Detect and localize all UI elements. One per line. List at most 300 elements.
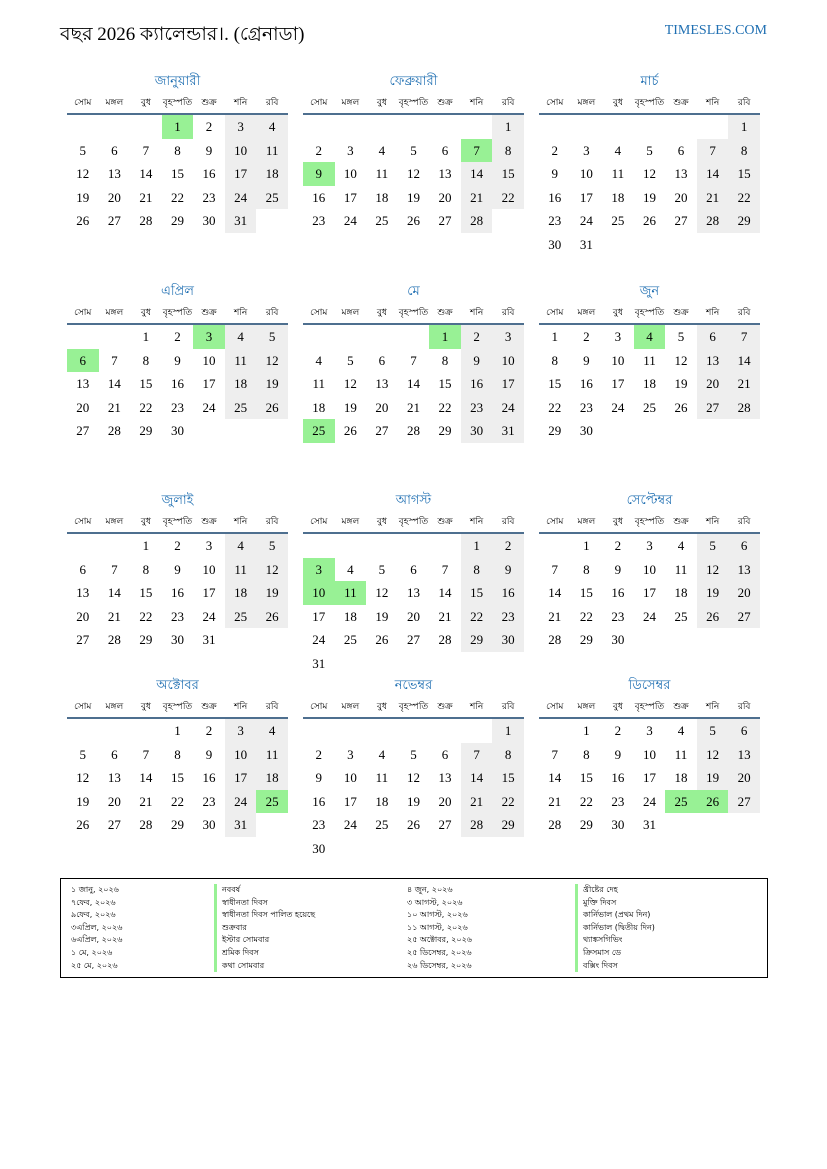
- day-cell[interactable]: 24: [343, 213, 357, 228]
- day-cell[interactable]: 3: [225, 115, 257, 139]
- day-cell[interactable]: 11: [312, 376, 326, 391]
- day-cell[interactable]: 17: [579, 189, 593, 205]
- day-cell[interactable]: 23: [611, 608, 625, 624]
- day-cell[interactable]: 19: [406, 793, 420, 809]
- day-cell[interactable]: 18: [225, 372, 257, 396]
- day-cell[interactable]: 4: [347, 561, 354, 577]
- day-cell[interactable]: 31: [225, 813, 257, 837]
- day-cell[interactable]: 20: [76, 608, 90, 624]
- day-cell[interactable]: 16: [611, 585, 625, 600]
- day-cell[interactable]: 5: [378, 561, 386, 577]
- day-cell[interactable]: 8: [492, 743, 524, 767]
- day-cell[interactable]: 10: [642, 561, 656, 577]
- day-cell[interactable]: 2: [315, 142, 323, 158]
- day-cell[interactable]: 25: [642, 399, 656, 415]
- day-cell[interactable]: 30: [611, 817, 625, 832]
- day-cell[interactable]: 1: [142, 329, 150, 344]
- day-cell[interactable]: 8: [728, 139, 760, 163]
- day-cell[interactable]: 1: [429, 325, 461, 349]
- day-cell[interactable]: 25: [674, 608, 688, 624]
- day-cell[interactable]: 17: [642, 770, 656, 785]
- day-cell[interactable]: 17: [343, 189, 357, 205]
- day-cell[interactable]: 4: [225, 325, 257, 349]
- day-cell[interactable]: 5: [677, 329, 685, 344]
- day-cell[interactable]: 7: [461, 743, 493, 767]
- day-cell[interactable]: 4: [378, 142, 386, 158]
- day-cell[interactable]: 2: [315, 746, 323, 762]
- day-cell[interactable]: 28: [438, 632, 452, 647]
- day-cell[interactable]: 6: [79, 561, 87, 577]
- day-cell[interactable]: 10: [611, 352, 625, 368]
- day-cell[interactable]: 22: [139, 399, 153, 415]
- day-cell[interactable]: 21: [139, 793, 153, 809]
- day-cell[interactable]: 16: [461, 372, 493, 396]
- day-cell[interactable]: 2: [614, 723, 622, 738]
- day-cell[interactable]: 13: [107, 166, 121, 181]
- day-cell[interactable]: 19: [406, 189, 420, 205]
- day-cell[interactable]: 21: [461, 186, 493, 210]
- day-cell[interactable]: 10: [202, 352, 216, 368]
- day-cell[interactable]: 5: [256, 534, 288, 558]
- day-cell[interactable]: 5: [410, 142, 417, 158]
- day-cell[interactable]: 11: [225, 349, 257, 373]
- day-cell[interactable]: 10: [343, 770, 357, 785]
- day-cell[interactable]: 25: [375, 213, 389, 228]
- day-cell[interactable]: 5: [79, 142, 87, 158]
- day-cell[interactable]: 7: [551, 746, 559, 762]
- day-cell[interactable]: 14: [107, 376, 121, 391]
- day-cell[interactable]: 23: [170, 399, 184, 415]
- day-cell[interactable]: 7: [441, 561, 449, 577]
- day-cell[interactable]: 12: [697, 558, 729, 582]
- day-cell[interactable]: 28: [139, 213, 153, 228]
- day-cell[interactable]: 15: [579, 770, 593, 785]
- day-cell[interactable]: 19: [76, 189, 90, 205]
- day-cell[interactable]: 18: [312, 399, 326, 415]
- day-cell[interactable]: 23: [202, 793, 216, 809]
- day-cell[interactable]: 18: [225, 581, 257, 605]
- day-cell[interactable]: 23: [579, 399, 593, 415]
- day-cell[interactable]: 17: [492, 372, 524, 396]
- day-cell[interactable]: 8: [583, 561, 590, 577]
- day-cell[interactable]: 3: [646, 538, 653, 553]
- day-cell[interactable]: 26: [76, 213, 90, 228]
- day-cell[interactable]: 10: [225, 743, 257, 767]
- day-cell[interactable]: 13: [674, 166, 688, 181]
- day-cell[interactable]: 18: [343, 608, 357, 624]
- day-cell[interactable]: 3: [646, 723, 653, 738]
- day-cell[interactable]: 3: [205, 538, 213, 553]
- day-cell[interactable]: 24: [642, 608, 656, 624]
- day-cell[interactable]: 31: [202, 632, 216, 647]
- day-cell[interactable]: 16: [611, 770, 625, 785]
- day-cell[interactable]: 28: [728, 396, 760, 420]
- day-cell[interactable]: 20: [76, 399, 90, 415]
- day-cell[interactable]: 8: [174, 142, 181, 158]
- day-cell[interactable]: 15: [579, 585, 593, 600]
- day-cell[interactable]: 7: [142, 746, 150, 762]
- day-cell[interactable]: 4: [634, 325, 666, 349]
- day-cell[interactable]: 23: [312, 213, 326, 228]
- day-cell[interactable]: 29: [139, 423, 153, 438]
- day-cell[interactable]: 12: [76, 770, 90, 785]
- day-cell[interactable]: 15: [492, 766, 524, 790]
- day-cell[interactable]: 24: [611, 399, 625, 415]
- day-cell[interactable]: 8: [142, 352, 150, 368]
- day-cell[interactable]: 14: [728, 349, 760, 373]
- day-cell[interactable]: 18: [611, 189, 625, 205]
- day-cell[interactable]: 26: [697, 605, 729, 629]
- day-cell[interactable]: 10: [642, 746, 656, 762]
- day-cell[interactable]: 30: [492, 628, 524, 652]
- day-cell[interactable]: 16: [202, 770, 216, 785]
- day-cell[interactable]: 15: [139, 585, 153, 600]
- day-cell[interactable]: 29: [548, 423, 562, 438]
- day-cell[interactable]: 29: [492, 813, 524, 837]
- day-cell[interactable]: 24: [642, 793, 656, 809]
- day-cell[interactable]: 22: [579, 608, 593, 624]
- day-cell[interactable]: 2: [583, 329, 590, 344]
- day-cell[interactable]: 9: [303, 162, 335, 186]
- day-cell[interactable]: 5: [79, 746, 87, 762]
- day-cell[interactable]: 29: [579, 632, 593, 647]
- day-cell[interactable]: 22: [438, 399, 452, 415]
- day-cell[interactable]: 28: [406, 423, 420, 438]
- day-cell[interactable]: 24: [202, 399, 216, 415]
- day-cell[interactable]: 13: [107, 770, 121, 785]
- day-cell[interactable]: 5: [697, 719, 729, 743]
- day-cell[interactable]: 27: [375, 423, 389, 438]
- day-cell[interactable]: 16: [579, 376, 593, 391]
- day-cell[interactable]: 23: [312, 817, 326, 832]
- day-cell[interactable]: 20: [107, 189, 121, 205]
- day-cell[interactable]: 11: [375, 770, 389, 785]
- day-cell[interactable]: 22: [492, 790, 524, 814]
- day-cell[interactable]: 1: [461, 534, 493, 558]
- day-cell[interactable]: 27: [107, 213, 121, 228]
- day-cell[interactable]: 5: [347, 352, 354, 368]
- day-cell[interactable]: 24: [312, 632, 326, 647]
- day-cell[interactable]: 18: [256, 766, 288, 790]
- day-cell[interactable]: 4: [315, 352, 323, 368]
- day-cell[interactable]: 23: [548, 213, 562, 228]
- day-cell[interactable]: 1: [492, 115, 524, 139]
- day-cell[interactable]: 2: [551, 142, 559, 158]
- day-cell[interactable]: 2: [205, 119, 213, 134]
- day-cell[interactable]: 17: [202, 585, 216, 600]
- day-cell[interactable]: 3: [225, 719, 257, 743]
- day-cell[interactable]: 21: [728, 372, 760, 396]
- day-cell[interactable]: 21: [461, 790, 493, 814]
- day-cell[interactable]: 26: [674, 399, 688, 415]
- day-cell[interactable]: 17: [312, 608, 326, 624]
- day-cell[interactable]: 22: [170, 189, 184, 205]
- day-cell[interactable]: 14: [461, 766, 493, 790]
- day-cell[interactable]: 7: [461, 139, 493, 163]
- day-cell[interactable]: 13: [76, 585, 90, 600]
- day-cell[interactable]: 24: [225, 186, 257, 210]
- day-cell[interactable]: 10: [225, 139, 257, 163]
- day-cell[interactable]: 26: [76, 817, 90, 832]
- day-cell[interactable]: 26: [375, 632, 389, 647]
- day-cell[interactable]: 9: [614, 746, 622, 762]
- day-cell[interactable]: 25: [225, 396, 257, 420]
- day-cell[interactable]: 4: [225, 534, 257, 558]
- day-cell[interactable]: 9: [205, 746, 213, 762]
- day-cell[interactable]: 12: [642, 166, 656, 181]
- day-cell[interactable]: 26: [697, 790, 729, 814]
- day-cell[interactable]: 18: [674, 585, 688, 600]
- day-cell[interactable]: 25: [303, 419, 335, 443]
- day-cell[interactable]: 1: [728, 115, 760, 139]
- day-cell[interactable]: 3: [614, 329, 622, 344]
- day-cell[interactable]: 2: [205, 723, 213, 738]
- day-cell[interactable]: 12: [406, 166, 420, 181]
- day-cell[interactable]: 6: [378, 352, 386, 368]
- day-cell[interactable]: 14: [406, 376, 420, 391]
- day-cell[interactable]: 17: [202, 376, 216, 391]
- day-cell[interactable]: 13: [438, 770, 452, 785]
- day-cell[interactable]: 15: [170, 770, 184, 785]
- day-cell[interactable]: 30: [548, 236, 562, 252]
- day-cell[interactable]: 9: [205, 142, 213, 158]
- day-cell[interactable]: 18: [375, 189, 389, 205]
- day-cell[interactable]: 10: [202, 561, 216, 577]
- day-cell[interactable]: 27: [406, 632, 420, 647]
- day-cell[interactable]: 12: [406, 770, 420, 785]
- day-cell[interactable]: 24: [343, 817, 357, 832]
- day-cell[interactable]: 15: [461, 581, 493, 605]
- day-cell[interactable]: 7: [551, 561, 559, 577]
- day-cell[interactable]: 30: [202, 817, 216, 832]
- day-cell[interactable]: 16: [492, 581, 524, 605]
- day-cell[interactable]: 17: [225, 162, 257, 186]
- day-cell[interactable]: 28: [139, 817, 153, 832]
- day-cell[interactable]: 29: [579, 817, 593, 832]
- day-cell[interactable]: 20: [674, 189, 688, 205]
- day-cell[interactable]: 23: [611, 793, 625, 809]
- day-cell[interactable]: 8: [441, 352, 449, 368]
- day-cell[interactable]: 7: [142, 142, 150, 158]
- day-cell[interactable]: 29: [438, 423, 452, 438]
- day-cell[interactable]: 29: [170, 213, 184, 228]
- day-cell[interactable]: 27: [76, 423, 90, 438]
- day-cell[interactable]: 20: [438, 189, 452, 205]
- day-cell[interactable]: 12: [697, 743, 729, 767]
- day-cell[interactable]: 29: [461, 628, 493, 652]
- day-cell[interactable]: 11: [674, 561, 688, 577]
- day-cell[interactable]: 3: [347, 142, 354, 158]
- day-cell[interactable]: 30: [579, 423, 593, 438]
- day-cell[interactable]: 29: [139, 632, 153, 647]
- day-cell[interactable]: 8: [551, 352, 559, 368]
- day-cell[interactable]: 26: [256, 396, 288, 420]
- day-cell[interactable]: 6: [728, 719, 760, 743]
- day-cell[interactable]: 6: [441, 142, 449, 158]
- day-cell[interactable]: 8: [583, 746, 590, 762]
- day-cell[interactable]: 10: [492, 349, 524, 373]
- day-cell[interactable]: 30: [611, 632, 625, 647]
- day-cell[interactable]: 1: [174, 723, 181, 738]
- day-cell[interactable]: 14: [139, 770, 153, 785]
- day-cell[interactable]: 9: [461, 349, 493, 373]
- day-cell[interactable]: 25: [343, 632, 357, 647]
- day-cell[interactable]: 20: [697, 372, 729, 396]
- day-cell[interactable]: 20: [107, 793, 121, 809]
- day-cell[interactable]: 18: [375, 793, 389, 809]
- day-cell[interactable]: 9: [583, 352, 590, 368]
- day-cell[interactable]: 8: [174, 746, 181, 762]
- day-cell[interactable]: 11: [256, 139, 288, 163]
- day-cell[interactable]: 28: [548, 817, 562, 832]
- day-cell[interactable]: 15: [492, 162, 524, 186]
- day-cell[interactable]: 21: [548, 793, 562, 809]
- day-cell[interactable]: 28: [697, 209, 729, 233]
- day-cell[interactable]: 16: [312, 793, 326, 809]
- day-cell[interactable]: 16: [170, 585, 184, 600]
- day-cell[interactable]: 21: [107, 399, 121, 415]
- day-cell[interactable]: 2: [174, 538, 181, 553]
- day-cell[interactable]: 19: [697, 766, 729, 790]
- day-cell[interactable]: 6: [441, 746, 449, 762]
- day-cell[interactable]: 9: [492, 558, 524, 582]
- day-cell[interactable]: 12: [256, 349, 288, 373]
- day-cell[interactable]: 8: [492, 139, 524, 163]
- day-cell[interactable]: 21: [548, 608, 562, 624]
- day-cell[interactable]: 15: [728, 162, 760, 186]
- day-cell[interactable]: 2: [461, 325, 493, 349]
- day-cell[interactable]: 19: [697, 581, 729, 605]
- day-cell[interactable]: 28: [107, 632, 121, 647]
- day-cell[interactable]: 19: [256, 372, 288, 396]
- day-cell[interactable]: 5: [410, 746, 417, 762]
- day-cell[interactable]: 11: [611, 166, 625, 181]
- day-cell[interactable]: 16: [548, 189, 562, 205]
- day-cell[interactable]: 13: [728, 743, 760, 767]
- day-cell[interactable]: 13: [728, 558, 760, 582]
- day-cell[interactable]: 14: [548, 770, 562, 785]
- day-cell[interactable]: 2: [492, 534, 524, 558]
- day-cell[interactable]: 3: [492, 325, 524, 349]
- day-cell[interactable]: 22: [170, 793, 184, 809]
- day-cell[interactable]: 4: [378, 746, 386, 762]
- day-cell[interactable]: 10: [343, 166, 357, 181]
- day-cell[interactable]: 15: [139, 376, 153, 391]
- day-cell[interactable]: 9: [614, 561, 622, 577]
- day-cell[interactable]: 8: [461, 558, 493, 582]
- day-cell[interactable]: 17: [225, 766, 257, 790]
- day-cell[interactable]: 22: [492, 186, 524, 210]
- day-cell[interactable]: 31: [312, 655, 326, 671]
- day-cell[interactable]: 4: [614, 142, 622, 158]
- day-cell[interactable]: 27: [674, 213, 688, 228]
- day-cell[interactable]: 4: [677, 538, 685, 553]
- day-cell[interactable]: 21: [139, 189, 153, 205]
- day-cell[interactable]: 19: [343, 399, 357, 415]
- day-cell[interactable]: 5: [256, 325, 288, 349]
- day-cell[interactable]: 31: [579, 236, 593, 252]
- day-cell[interactable]: 20: [438, 793, 452, 809]
- day-cell[interactable]: 9: [174, 352, 181, 368]
- day-cell[interactable]: 28: [461, 209, 493, 233]
- day-cell[interactable]: 1: [551, 329, 559, 344]
- day-cell[interactable]: 3: [193, 325, 225, 349]
- day-cell[interactable]: 13: [375, 376, 389, 391]
- day-cell[interactable]: 23: [202, 189, 216, 205]
- day-cell[interactable]: 2: [614, 538, 622, 553]
- day-cell[interactable]: 25: [256, 790, 288, 814]
- day-cell[interactable]: 27: [728, 605, 760, 629]
- day-cell[interactable]: 9: [174, 561, 181, 577]
- day-cell[interactable]: 25: [375, 817, 389, 832]
- day-cell[interactable]: 26: [406, 817, 420, 832]
- day-cell[interactable]: 14: [107, 585, 121, 600]
- brand-link[interactable]: TIMESLES.COM: [664, 23, 767, 38]
- day-cell[interactable]: 20: [728, 766, 760, 790]
- day-cell[interactable]: 27: [697, 396, 729, 420]
- day-cell[interactable]: 25: [256, 186, 288, 210]
- day-cell[interactable]: 20: [375, 399, 389, 415]
- day-cell[interactable]: 26: [343, 423, 357, 438]
- day-cell[interactable]: 12: [76, 166, 90, 181]
- day-cell[interactable]: 19: [76, 793, 90, 809]
- day-cell[interactable]: 7: [111, 561, 118, 577]
- day-cell[interactable]: 14: [548, 585, 562, 600]
- day-cell[interactable]: 17: [611, 376, 625, 391]
- day-cell[interactable]: 28: [548, 632, 562, 647]
- day-cell[interactable]: 13: [76, 376, 90, 391]
- day-cell[interactable]: 9: [315, 770, 323, 785]
- day-cell[interactable]: 2: [174, 329, 181, 344]
- day-cell[interactable]: 22: [579, 793, 593, 809]
- day-cell[interactable]: 17: [642, 585, 656, 600]
- day-cell[interactable]: 11: [643, 352, 656, 368]
- day-cell[interactable]: 30: [312, 840, 326, 856]
- day-cell[interactable]: 4: [256, 115, 288, 139]
- day-cell[interactable]: 7: [410, 352, 417, 368]
- day-cell[interactable]: 11: [256, 743, 288, 767]
- day-cell[interactable]: 14: [139, 166, 153, 181]
- day-cell[interactable]: 1: [142, 538, 150, 553]
- day-cell[interactable]: 1: [583, 538, 590, 553]
- day-cell[interactable]: 30: [170, 423, 184, 438]
- day-cell[interactable]: 15: [438, 376, 452, 391]
- day-cell[interactable]: 22: [548, 399, 562, 415]
- day-cell[interactable]: 19: [642, 189, 656, 205]
- day-cell[interactable]: 24: [492, 396, 524, 420]
- day-cell[interactable]: 29: [170, 817, 184, 832]
- day-cell[interactable]: 31: [225, 209, 257, 233]
- day-cell[interactable]: 1: [162, 115, 194, 139]
- day-cell[interactable]: 21: [406, 399, 420, 415]
- day-cell[interactable]: 27: [438, 213, 452, 228]
- day-cell[interactable]: 19: [256, 581, 288, 605]
- day-cell[interactable]: 20: [406, 608, 420, 624]
- day-cell[interactable]: 28: [461, 813, 493, 837]
- day-cell[interactable]: 13: [406, 585, 420, 600]
- day-cell[interactable]: 12: [674, 352, 688, 368]
- day-cell[interactable]: 21: [438, 608, 452, 624]
- day-cell[interactable]: 6: [111, 746, 118, 762]
- day-cell[interactable]: 14: [438, 585, 452, 600]
- day-cell[interactable]: 6: [728, 534, 760, 558]
- day-cell[interactable]: 25: [665, 790, 697, 814]
- day-cell[interactable]: 19: [674, 376, 688, 391]
- day-cell[interactable]: 3: [303, 558, 335, 582]
- day-cell[interactable]: 26: [406, 213, 420, 228]
- day-cell[interactable]: 16: [170, 376, 184, 391]
- day-cell[interactable]: 18: [674, 770, 688, 785]
